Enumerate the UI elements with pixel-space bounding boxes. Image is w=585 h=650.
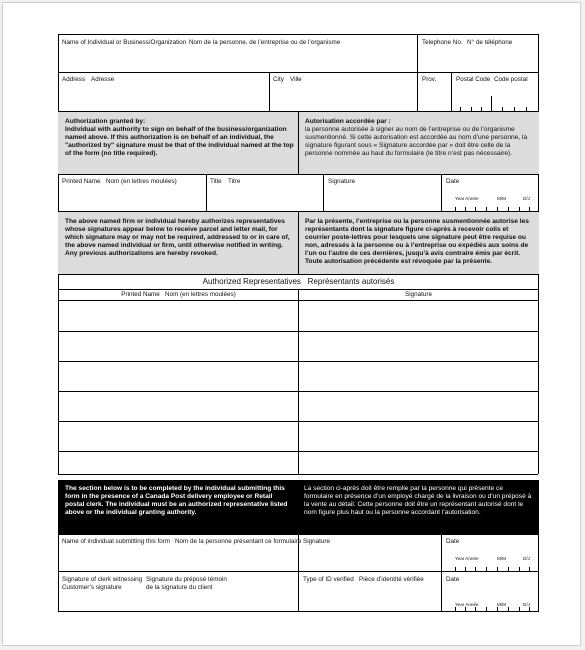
authorization-title: Authorization granted by: [65,118,146,125]
name-label-fr: Nom de la personne, de l’entreprise ou de l’organisme [189,39,341,46]
address-label: Address [62,76,86,83]
clerk-date-label: Date [446,576,460,583]
date-label: Date [446,178,460,185]
submission-notice-text-fr: La section ci-après doit être remplie par la personne qui présente ce formulaire en présence d’un employé chargé de la livraison ou d’un préposé à la vente au détail. Cette personne doit être un représentant autorisé dont le nom figure plus haut ou la personne accordant l’autorisation. [304,485,532,517]
printed-name-field[interactable] [59,187,205,210]
phone-label: Telephone No. [422,39,463,46]
printed-name-label-fr: Nom (en lettres moulées) [106,178,177,185]
postal-label-fr: Code postal [494,76,528,83]
id-type-field[interactable] [299,585,440,610]
hereby-text: The above named firm or individual hereby authorizes representatives whose signatures appear below to receive parcel and letter mail, for which signature may or may not be required, addressed to or in care of, the above named individual or firm, until otherwise notified in writing. Any previous authorizations are hereby revoked. [65,218,290,258]
title-field[interactable] [207,187,322,210]
date-month-label: M/M [497,196,506,201]
id-type-label-fr: Pièce d’identité vérifiée [359,576,424,583]
rep-3-signature[interactable] [299,362,538,391]
submitter-date-field[interactable] [442,563,537,570]
rep-5-name[interactable] [59,422,298,451]
hereby-text-fr: Par la présente, l’entreprise ou la personne susmentionnée autorise les représentants dont la signature figure ci-après à recevoir colis et courrier poste-lettres pour lesquels une signature peut être requise ou non, adressés à la personne ou à l’entreprise ou expédiés aux soins de l’un ou l’autre de ces dernières, jusqu’à avis contraire émis par écrit. Toute autorisation précédente est révoquée par la présente. [305,218,529,266]
submission-notice-text: The section below is to be completed by the individual submitting this form in the presence of a Canada Post delivery employee or Retail postal clerk. The individual must be an authorized representative listed above or the individual granting authority. [65,485,288,517]
name-field[interactable] [59,48,416,71]
col-name-fr: Nom (en lettres moulées) [165,291,236,298]
authorization-text-fr: la personne autorisée à signer au nom de l’entreprise ou de l’organisme susmentionné. Si cette autorisation est accordée au nom d’une personne, la signature figurant sous « Signature accordée par » doit être celle de la personne nommée au haut du formulaire (le titre n’est pas nécessaire). [305,126,528,158]
rep-2-signature[interactable] [299,332,538,361]
form-sheet [2,2,581,646]
submitter-signature-field[interactable] [299,547,440,570]
prov-field[interactable] [418,85,450,110]
name-label: Name of Individual or Business/Organization [62,39,187,46]
clerk-year-label: Year Année [455,602,479,607]
clerk-day-label: D/J [523,602,530,607]
rep-1-signature[interactable] [299,301,538,331]
date-day-label: D/J [523,196,530,201]
city-label-fr: Ville [290,76,302,83]
rep-4-signature[interactable] [299,392,538,421]
city-label: City [273,76,284,83]
submitter-signature-label: Signature [303,538,330,545]
prov-label: Prov. [422,76,437,83]
clerk-signature-label: Signature of clerk witnessing [62,576,143,583]
col-printed-name [59,290,298,300]
rep-5-signature[interactable] [299,422,538,451]
id-type-label: Type of ID verified [303,576,354,583]
submitter-day-label: D/J [523,556,530,561]
address-label-fr: Adresse [91,76,115,83]
submitter-date-label: Date [446,538,460,545]
title-label: Title [210,178,222,185]
signature-label: Signature [328,178,355,185]
phone-label-fr: N° de téléphone [467,39,513,46]
rep-6-name[interactable] [59,452,298,474]
reps-heading-en: Authorized Representatives [202,277,301,286]
submitter-name-label-fr: Nom de la personne présentant ce formulaire [175,538,302,545]
submitter-month-label: M/M [497,556,506,561]
title-label-fr: Titre [228,178,241,185]
date-year-label: Year Année [455,196,479,201]
reps-heading-fr: Représentants autorisés [307,277,395,286]
submitter-name-label: Name of individual submitting this form [62,538,171,545]
submitter-name-field[interactable] [59,547,297,570]
postal-label: Postal Code [456,76,491,83]
signature-field[interactable] [324,187,440,210]
customer-signature-label-fr: de la signature du client [146,584,213,591]
authorization-title-fr: Autorisation accordée par : [305,118,391,125]
rep-6-signature[interactable] [299,452,538,474]
printed-name-label: Printed Name [62,178,101,185]
reps-heading [59,275,538,289]
clerk-date-field[interactable] [442,609,537,611]
phone-field[interactable] [418,48,537,71]
rep-3-name[interactable] [59,362,298,391]
rep-1-name[interactable] [59,301,298,331]
clerk-month-label: M/M [497,602,506,607]
col-signature: Signature [405,291,432,298]
clerk-signature-field[interactable] [59,593,297,610]
rep-2-name[interactable] [59,332,298,361]
postal-code-field[interactable] [452,85,537,106]
authorization-text: Individual with authority to sign on behalf of the business/organization named above. If this authorization is on behalf of an individual, the "authorized by" signature must be that of the individual named at the top of the form (no title required). [65,126,294,158]
rep-4-name[interactable] [59,392,298,421]
submitter-year-label: Year Année [455,556,479,561]
customer-signature-label: Customer’s signature [62,584,122,591]
city-field[interactable] [270,85,416,110]
clerk-signature-label-fr: Signature du préposé témoin [146,576,227,583]
date-field[interactable] [442,203,537,210]
col-name-en: Printed Name [121,291,160,298]
address-field[interactable] [59,85,268,110]
